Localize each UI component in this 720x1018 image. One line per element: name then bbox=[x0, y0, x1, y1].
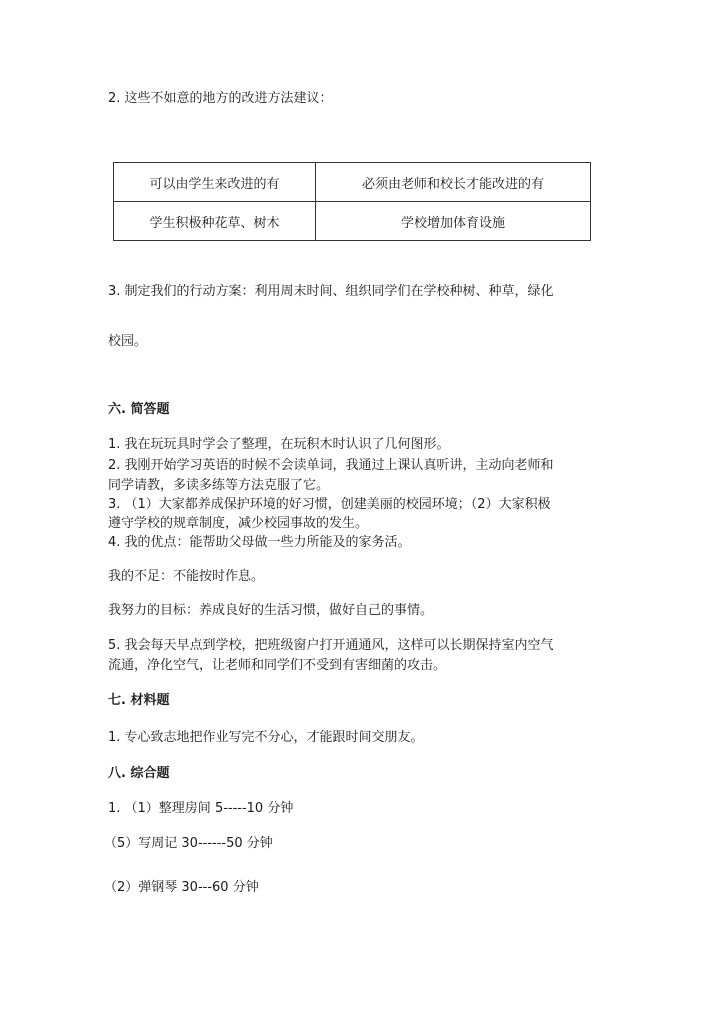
goal-line: 我努力的目标：养成良好的生活习惯，做好自己的事情。 bbox=[108, 603, 434, 618]
item3-line2: 校园。 bbox=[108, 334, 148, 349]
section6-line: 4. 我的优点：能帮助父母做一些力所能及的家务活。 bbox=[108, 535, 411, 550]
section8-line1: 1. （1）整理房间 5-----10 分钟 bbox=[108, 801, 294, 816]
table-header-students: 可以由学生来改进的有 bbox=[114, 163, 316, 202]
section6-line: 遵守学校的规章制度，减少校园事故的发生。 bbox=[108, 516, 369, 531]
suggestion-table bbox=[113, 162, 591, 241]
item5-line2: 流通，净化空气，让老师和同学们不受到有害细菌的攻击。 bbox=[108, 658, 447, 673]
table-header-row bbox=[114, 163, 591, 202]
table-header-teachers: 必须由老师和校长才能改进的有 bbox=[316, 163, 591, 202]
section6-line: 1. 我在玩玩具时学会了整理，在玩积木时认识了几何图形。 bbox=[108, 437, 450, 452]
section8-title: 八. 综合题 bbox=[108, 766, 170, 781]
table-row bbox=[114, 202, 591, 241]
section8-line3: （2）弹钢琴 30---60 分钟 bbox=[104, 880, 259, 895]
section7-title: 七. 材料题 bbox=[108, 693, 170, 708]
item5-line1: 5. 我会每天早点到学校，把班级窗户打开通通风，这样可以长期保持室内空气 bbox=[108, 638, 554, 653]
section6-line: 2. 我刚开始学习英语的时候不会读单词，我通过上课认真听讲，主动向老师和 bbox=[108, 458, 554, 473]
section7-item1: 1. 专心致志地把作业写完不分心，才能跟时间交朋友。 bbox=[108, 730, 424, 745]
shortcoming-line: 我的不足：不能按时作息。 bbox=[108, 569, 265, 584]
section8-line2: （5）写周记 30------50 分钟 bbox=[104, 836, 273, 851]
item3-line1: 3. 制定我们的行动方案：利用周末时间、组织同学们在学校种树、种草，绿化 bbox=[108, 284, 554, 299]
table-cell: 学生积极种花草、树木 bbox=[114, 202, 316, 241]
item2-heading: 2. 这些不如意的地方的改进方法建议： bbox=[108, 91, 333, 106]
section6-line: 3. （1）大家都养成保护环境的好习惯，创建美丽的校园环境；（2）大家积极 bbox=[108, 497, 551, 512]
section6-line: 同学请教，多读多练等方法克服了它。 bbox=[108, 478, 330, 493]
table-cell: 学校增加体育设施 bbox=[316, 202, 591, 241]
section6-title: 六. 简答题 bbox=[108, 402, 170, 417]
